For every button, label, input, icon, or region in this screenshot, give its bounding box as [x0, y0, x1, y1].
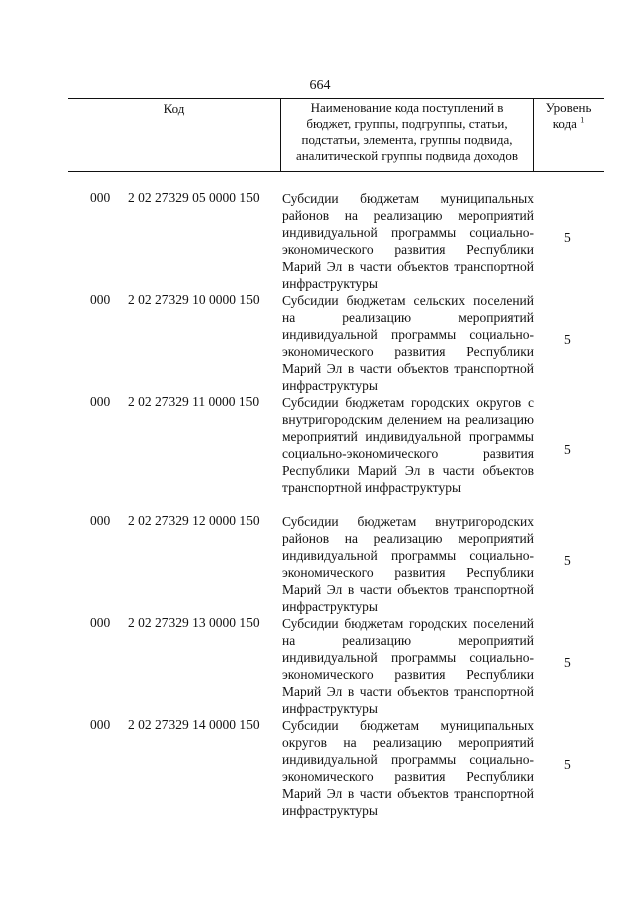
footnote-marker: 1: [580, 115, 585, 125]
code-level: 5: [564, 332, 571, 347]
code-level: 5: [564, 757, 571, 772]
header-name-line: аналитической группы подвида доходов: [295, 148, 519, 163]
code-level: 5: [564, 442, 571, 457]
header-name-line: Наименование кода поступлений в: [310, 100, 504, 115]
admin-code: 000: [90, 615, 111, 630]
revenue-description: Субсидии бюджетам внутригородских районов на реализацию мероприятий индивидуальной программы социально-экономического развития Республики Марий Эл в части объектов транспортной инфраструктуры: [282, 514, 534, 614]
revenue-description: Субсидии бюджетам муниципальных округов на реализацию мероприятий индивидуальной программы социально-экономического развития Республики Марий Эл в части объектов транспортной инфраструктуры: [282, 718, 534, 818]
admin-code: 000: [90, 292, 111, 307]
code-level: 5: [564, 230, 571, 245]
header-level-line: Уровень: [545, 100, 592, 115]
revenue-description: Субсидии бюджетам городских поселений на реализацию мероприятий индивидуальной программы социально-экономического развития Республики Марий Эл в части объектов транспортной инфраструктуры: [282, 616, 534, 716]
revenue-description: Субсидии бюджетам городских округов с внутригородским делением на реализацию мероприятий индивидуальной программы социально-экономического развития Республики Марий Эл в части объектов транспортной инфраструктуры: [282, 395, 534, 495]
code-level: 5: [564, 553, 571, 568]
table-header: [68, 98, 604, 172]
revenue-code: 2 02 27329 10 0000 150: [128, 292, 260, 307]
header-name-line: подстатьи, элемента, группы подвида,: [301, 132, 513, 147]
admin-code: 000: [90, 513, 111, 528]
header-code: Код: [163, 101, 185, 116]
admin-code: 000: [90, 394, 111, 409]
revenue-code: 2 02 27329 12 0000 150: [128, 513, 260, 528]
revenue-code: 2 02 27329 13 0000 150: [128, 615, 260, 630]
revenue-description: Субсидии бюджетам муниципальных районов на реализацию мероприятий индивидуальной программы социально-экономического развития Республики Марий Эл в части объектов транспортной инфраструктуры: [282, 191, 534, 291]
header-level-label: кода: [552, 116, 577, 131]
revenue-code: 2 02 27329 14 0000 150: [128, 717, 260, 732]
revenue-code: 2 02 27329 11 0000 150: [128, 394, 260, 409]
header-level: [533, 100, 604, 172]
revenue-code: 2 02 27329 05 0000 150: [128, 190, 260, 205]
header-name: [280, 99, 534, 172]
page-number: 664: [309, 78, 331, 93]
admin-code: 000: [90, 190, 111, 205]
header-name-line: бюджет, группы, подгруппы, статьи,: [306, 116, 508, 131]
revenue-description: Субсидии бюджетам сельских поселений на реализацию мероприятий индивидуальной программы социально-экономического развития Республики Марий Эл в части объектов транспортной инфраструктуры: [282, 293, 534, 393]
admin-code: 000: [90, 717, 111, 732]
header-level-line: [533, 116, 604, 132]
code-level: 5: [564, 655, 571, 670]
